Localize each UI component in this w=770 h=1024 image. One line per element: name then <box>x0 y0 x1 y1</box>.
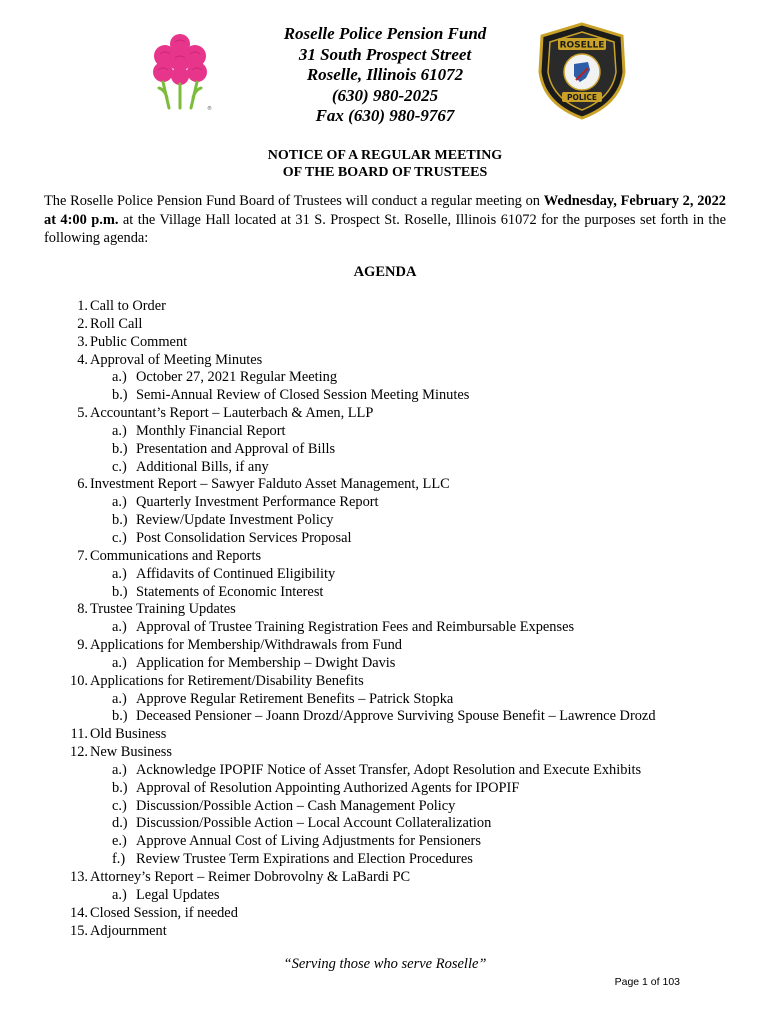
badge-top-text: ROSELLE <box>559 40 605 51</box>
agenda-subitem-letter: a.) <box>112 565 127 582</box>
agenda-subitem-text: Application for Membership – Dwight Davis <box>136 654 396 671</box>
agenda-subitem-letter: b.) <box>112 583 128 600</box>
agenda-item <box>66 405 716 423</box>
agenda-subitem <box>66 851 716 869</box>
agenda-subitem-text: Approve Regular Retirement Benefits – Patrick Stopka <box>136 690 454 707</box>
agenda-item-text: Attorney’s Report – Reimer Dobrovolny & LaBardi PC <box>90 869 411 885</box>
org-name: Roselle Police Pension Fund <box>283 24 487 43</box>
agenda-subitem-letter: a.) <box>112 690 127 707</box>
agenda-item <box>66 905 716 923</box>
agenda-item-text: Old Business <box>90 726 167 743</box>
agenda-item-text: Approval of Meeting Minutes <box>90 351 263 368</box>
agenda-subitem-letter: d.) <box>112 815 128 832</box>
agenda-subitem <box>66 833 716 851</box>
agenda-subitem-letter: c.) <box>112 458 127 475</box>
agenda-subitem-text: October 27, 2021 Regular Meeting <box>136 369 338 386</box>
agenda-subitem-letter: b.) <box>112 440 128 457</box>
agenda-subitem <box>66 887 716 905</box>
agenda-item <box>66 869 716 887</box>
agenda-subitem-text: Legal Updates <box>136 886 220 903</box>
agenda-subitem-text: Deceased Pensioner – Joann Drozd/Approve Surviving Spouse Benefit – Lawrence Drozd <box>136 708 656 725</box>
agenda-item-number: 12. <box>70 744 88 761</box>
agenda-item <box>66 548 716 566</box>
agenda-item <box>66 637 716 655</box>
agenda-subitem-letter: a.) <box>112 761 127 778</box>
agenda-subitem-letter: c.) <box>112 529 127 546</box>
agenda-item-number: 9. <box>77 637 88 654</box>
agenda-item <box>66 923 716 941</box>
agenda-heading: AGENDA <box>353 264 417 280</box>
agenda-subitem-text: Statements of Economic Interest <box>136 583 324 600</box>
agenda-item-text: New Business <box>90 744 172 761</box>
notice-title <box>180 147 590 181</box>
agenda-item-text: Closed Session, if needed <box>90 904 238 921</box>
agenda-subitem-letter: a.) <box>112 422 127 439</box>
agenda-subitem-text: Review Trustee Term Expirations and Election Procedures <box>136 851 473 868</box>
agenda-subitem-text: Semi-Annual Review of Closed Session Meeting Minutes <box>136 387 470 404</box>
agenda-subitem-letter: b.) <box>112 512 128 529</box>
footer-quote: “Serving those who serve Roselle” <box>283 956 487 972</box>
city-state-zip: Roselle, Illinois 61072 <box>306 65 464 84</box>
agenda-subitem <box>66 619 716 637</box>
agenda-item-number: 8. <box>77 601 88 618</box>
letterhead <box>180 24 590 127</box>
agenda-item-number: 15. <box>70 922 88 939</box>
agenda-subitem-letter: a.) <box>112 886 127 903</box>
agenda-item-number: 10. <box>70 672 88 689</box>
agenda-subitem <box>66 708 716 726</box>
agenda-item <box>66 673 716 691</box>
agenda-item-number: 3. <box>77 333 88 350</box>
notice-line-2: OF THE BOARD OF TRUSTEES <box>282 165 488 180</box>
fax-number: Fax (630) 980-9767 <box>315 106 455 125</box>
agenda-subitem-letter: e.) <box>112 833 127 850</box>
agenda-subitem <box>66 530 716 548</box>
agenda-subitem <box>66 566 716 584</box>
agenda-subitem-letter: b.) <box>112 708 128 725</box>
agenda-list <box>66 298 716 940</box>
agenda-subitem <box>66 655 716 673</box>
agenda-item <box>66 352 716 370</box>
agenda-subitem-letter: c.) <box>112 797 127 814</box>
page-number: Page 1 of 103 <box>614 976 680 988</box>
agenda-item-text: Applications for Retirement/Disability Benefits <box>90 672 364 689</box>
agenda-subitem <box>66 387 716 405</box>
agenda-subitem <box>66 369 716 387</box>
agenda-subitem <box>66 423 716 441</box>
agenda-subitem-text: Discussion/Possible Action – Cash Management Policy <box>136 797 456 814</box>
agenda-subitem-text: Monthly Financial Report <box>136 422 286 439</box>
phone-number: (630) 980-2025 <box>331 85 439 105</box>
agenda-subitem-letter: b.) <box>112 387 128 404</box>
agenda-subitem-letter: a.) <box>112 369 127 386</box>
agenda-subitem-letter: b.) <box>112 779 128 796</box>
agenda-item <box>66 476 716 494</box>
agenda-item-text: Public Comment <box>90 333 188 350</box>
agenda-item-number: 4. <box>77 351 88 368</box>
intro-before: The Roselle Police Pension Fund Board of Trustees will conduct a regular meeting on <box>44 193 544 209</box>
agenda-subitem-text: Additional Bills, if any <box>136 458 269 475</box>
agenda-item <box>66 334 716 352</box>
agenda-item-text: Applications for Membership/Withdrawals from Fund <box>90 637 402 654</box>
agenda-item <box>66 298 716 316</box>
agenda-subitem-text: Approve Annual Cost of Living Adjustments for Pensioners <box>136 833 481 850</box>
badge-bottom-text: POLICE <box>566 93 598 102</box>
agenda-subitem <box>66 441 716 459</box>
agenda-item-number: 5. <box>77 405 88 422</box>
agenda-subitem-text: Approval of Resolution Appointing Authorized Agents for IPOPIF <box>136 779 520 796</box>
agenda-subitem-text: Acknowledge IPOPIF Notice of Asset Transfer, Adopt Resolution and Execute Exhibits <box>136 761 642 778</box>
intro-after: at the Village Hall located at 31 S. Prospect St. Roselle, Illinois 61072 for the purposes set forth in the following agenda: <box>44 211 727 246</box>
agenda-item-text: Communications and Reports <box>90 547 262 564</box>
intro-paragraph <box>44 192 726 248</box>
agenda-subitem-text: Quarterly Investment Performance Report <box>136 494 379 511</box>
agenda-item-number: 13. <box>70 869 88 885</box>
agenda-item-text: Adjournment <box>90 922 167 939</box>
agenda-subitem <box>66 762 716 780</box>
agenda-subitem <box>66 815 716 833</box>
svg-text:®: ® <box>207 106 212 112</box>
agenda-subitem <box>66 798 716 816</box>
notice-line-1: NOTICE OF A REGULAR MEETING <box>267 148 503 163</box>
agenda-subitem <box>66 691 716 709</box>
agenda-item-number: 6. <box>77 476 88 493</box>
street-address: 31 South Prospect Street <box>298 44 472 64</box>
agenda-subitem-letter: a.) <box>112 654 127 671</box>
agenda-item-number: 14. <box>70 904 88 921</box>
agenda-subitem-letter: a.) <box>112 619 127 636</box>
agenda-item <box>66 744 716 762</box>
agenda-subitem-text: Affidavits of Continued Eligibility <box>136 565 336 582</box>
agenda-subitem-text: Post Consolidation Services Proposal <box>136 529 352 546</box>
agenda-subitem-letter: f.) <box>112 851 126 868</box>
agenda-subitem <box>66 584 716 602</box>
agenda-item-text: Trustee Training Updates <box>90 601 236 618</box>
agenda-item-text: Call to Order <box>90 298 166 314</box>
agenda-subitem-text: Review/Update Investment Policy <box>136 512 334 529</box>
agenda-subitem-text: Discussion/Possible Action – Local Account Collateralization <box>136 815 492 832</box>
agenda-item-text: Roll Call <box>90 315 143 332</box>
agenda-subitem <box>66 494 716 512</box>
agenda-subitem-letter: a.) <box>112 494 127 511</box>
agenda-item <box>66 316 716 334</box>
agenda-item-text: Accountant’s Report – Lauterbach & Amen, LLP <box>90 405 374 422</box>
agenda-subitem <box>66 459 716 477</box>
agenda-subitem <box>66 780 716 798</box>
agenda-subitem-text: Approval of Trustee Training Registration Fees and Reimbursable Expenses <box>136 619 575 636</box>
agenda-item <box>66 601 716 619</box>
agenda-item-number: 1. <box>77 298 88 314</box>
agenda-item-number: 7. <box>77 547 88 564</box>
agenda-item <box>66 726 716 744</box>
agenda-item-number: 11. <box>70 726 88 743</box>
agenda-subitem-text: Presentation and Approval of Bills <box>136 440 336 457</box>
agenda-item-number: 2. <box>77 315 88 332</box>
meeting-date: Wednesday, February 2, 2022 at 4:00 p.m. <box>44 193 726 228</box>
agenda-item-text: Investment Report – Sawyer Falduto Asset Management, LLC <box>90 476 450 493</box>
agenda-subitem <box>66 512 716 530</box>
